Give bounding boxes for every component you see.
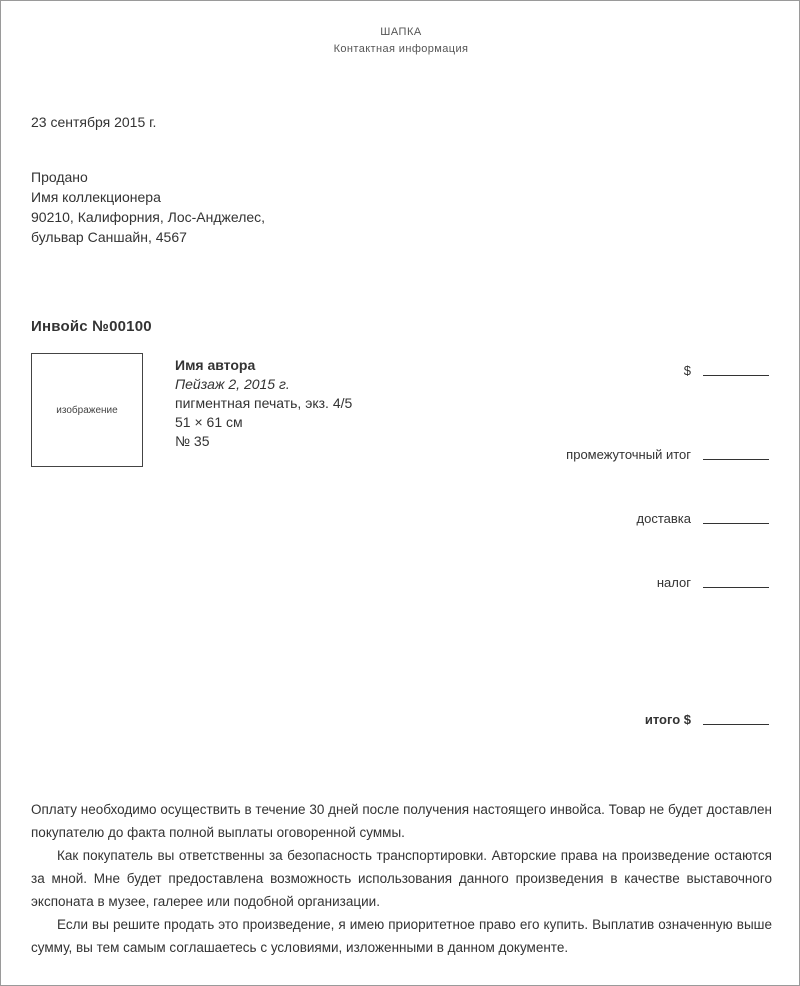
buyer-name: Имя коллекционера — [31, 189, 161, 205]
terms-resale-paragraph: Если вы решите продать это произведение, я имею приоритетное право его купить. Выплатив означенную выше сумму, вы тем самым соглашаетесь с условиями, изложенными в данном документе. — [31, 917, 772, 955]
total-blank-line — [703, 724, 769, 725]
subtotal-blank-line — [703, 459, 769, 460]
buyer-block — [31, 167, 265, 247]
buyer-city: 90210, Калифорния, Лос-Анджелес, — [31, 209, 266, 225]
artwork-image-placeholder — [31, 353, 143, 467]
letterhead-title: ШАПКА — [380, 26, 422, 38]
price-row — [684, 359, 769, 379]
price-blank-line — [703, 375, 769, 376]
letterhead — [1, 25, 800, 57]
shipping-row — [637, 507, 769, 527]
price-label: $ — [683, 363, 691, 378]
sold-label: Продано — [31, 169, 88, 185]
invoice-date: 23 сентября 2015 г. — [31, 114, 157, 130]
artwork-author: Имя автора — [175, 357, 256, 373]
buyer-street: бульвар Саншайн, 4567 — [31, 229, 187, 245]
subtotal-label: промежуточный итог — [566, 447, 691, 462]
artwork-size: 51 × 61 см — [175, 414, 243, 430]
image-placeholder-label: изображение — [56, 404, 118, 416]
terms-payment-paragraph: Оплату необходимо осуществить в течение 30 дней после получения настоящего инвойса. Товар не будет доставлен покупателю до факта полной выплаты оговоренной суммы. — [31, 802, 772, 840]
total-row — [645, 708, 769, 728]
tax-row — [657, 571, 769, 591]
terms-section — [31, 798, 772, 959]
invoice-number: Инвойс №00100 — [31, 318, 152, 335]
terms-transport-paragraph: Как покупатель вы ответственны за безопасность транспортировки. Авторские права на произведение остаются за мной. Мне будет предоставлена возможность использования данного произведения в качестве выставочного экспоната в музее, галерее или подобной организации. — [31, 848, 772, 909]
artwork-details — [175, 356, 352, 451]
total-label: итого $ — [644, 712, 691, 727]
tax-label: налог — [656, 575, 691, 590]
artwork-number: № 35 — [175, 433, 210, 449]
letterhead-contact-info: Контактная информация — [333, 43, 469, 55]
artwork-title: Пейзаж 2, 2015 г. — [175, 376, 290, 392]
shipping-label: доставка — [636, 511, 691, 526]
artwork-medium: пигментная печать, экз. 4/5 — [175, 395, 353, 411]
tax-blank-line — [703, 587, 769, 588]
subtotal-row — [566, 443, 769, 463]
shipping-blank-line — [703, 523, 769, 524]
